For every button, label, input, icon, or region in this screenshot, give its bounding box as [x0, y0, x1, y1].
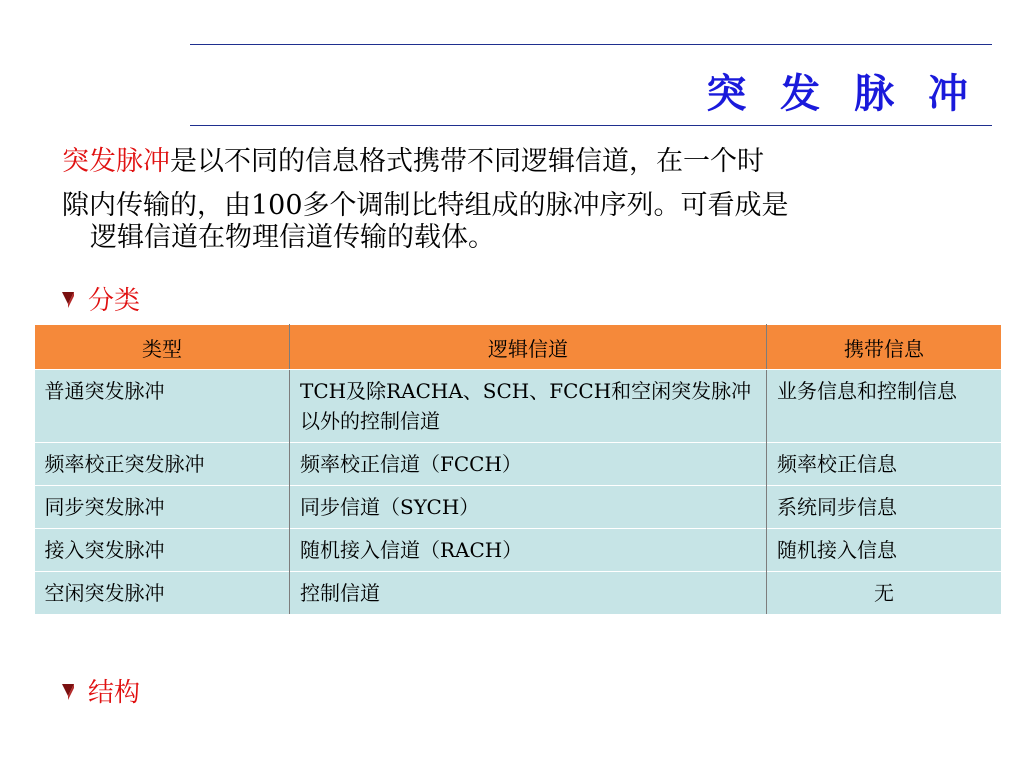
cell-channel: 频率校正信道（FCCH）: [290, 443, 767, 486]
cell-channel: 随机接入信道（RACH）: [290, 529, 767, 572]
bullet-label: 结构: [88, 678, 141, 708]
burst-type-table: [34, 324, 1001, 614]
cell-info: 系统同步信息: [767, 486, 1002, 529]
intro-paragraph: [62, 140, 982, 260]
bullet-structure: [58, 672, 140, 709]
bullet-arrow-icon: [58, 680, 78, 702]
title-rule-bottom: [190, 125, 992, 126]
table-header-row: [35, 325, 1002, 370]
intro-line-1: [62, 140, 982, 184]
cell-type: 接入突发脉冲: [35, 529, 290, 572]
header-logical-channel: 逻辑信道: [290, 325, 767, 370]
cell-type: 空闲突发脉冲: [35, 572, 290, 615]
intro-line-2: 隙内传输的，由100多个调制比特组成的脉冲序列。可看成是: [62, 190, 789, 221]
cell-info: 频率校正信息: [767, 443, 1002, 486]
title-rule-top: [190, 44, 992, 45]
cell-info: 业务信息和控制信息: [767, 370, 1002, 443]
cell-type: 同步突发脉冲: [35, 486, 290, 529]
cell-type: 普通突发脉冲: [35, 370, 290, 443]
cell-channel: 控制信道: [290, 572, 767, 615]
cell-type: 频率校正突发脉冲: [35, 443, 290, 486]
header-type: 类型: [35, 325, 290, 370]
bullet-arrow-icon: [58, 288, 78, 310]
table-row: [35, 443, 1002, 486]
bullet-classification: [58, 280, 140, 317]
table-row: [35, 370, 1002, 443]
intro-highlight: 突发脉冲: [62, 146, 170, 177]
header-carried-info: 携带信息: [767, 325, 1002, 370]
cell-channel: 同步信道（SYCH）: [290, 486, 767, 529]
cell-channel: TCH及除RACHA、SCH、FCCH和空闲突发脉冲以外的控制信道: [290, 370, 767, 443]
table-row: [35, 486, 1002, 529]
intro-line-1-text: 是以不同的信息格式携带不同逻辑信道，在一个时: [170, 146, 764, 177]
intro-line-3: 逻辑信道在物理信道传输的载体。: [90, 222, 495, 253]
table-row: [35, 572, 1002, 615]
bullet-label: 分类: [88, 286, 141, 316]
cell-info: 无: [767, 572, 1002, 615]
slide-title: 突 发 脉 冲: [706, 71, 978, 117]
cell-info: 随机接入信息: [767, 529, 1002, 572]
table-row: [35, 529, 1002, 572]
